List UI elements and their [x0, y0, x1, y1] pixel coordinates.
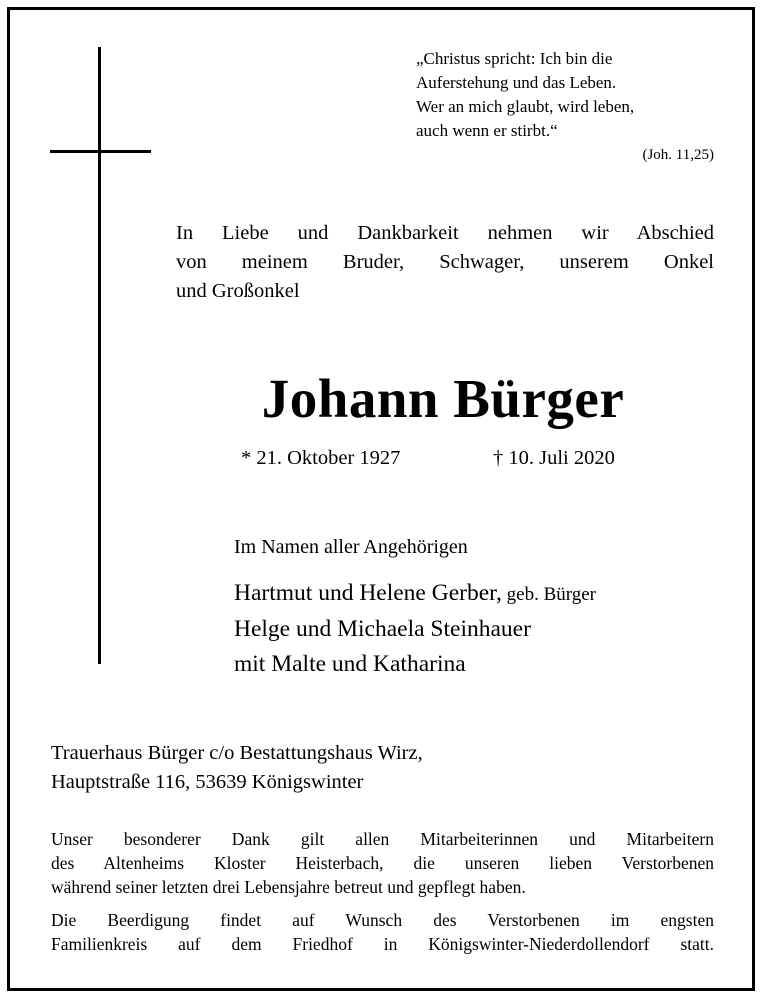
mourning-address — [51, 739, 423, 797]
quote-reference: (Joh. 11,25) — [642, 147, 714, 163]
intro-line: und Großonkel — [176, 280, 300, 302]
thanks-line: des Altenheims Kloster Heisterbach, die unseren lieben Verstorbenen — [51, 853, 714, 873]
burial-line: Die Beerdigung findet auf Wunsch des Verstorbenen im engsten — [51, 910, 714, 930]
behalf-line: Im Namen aller Angehörigen — [234, 536, 468, 558]
intro-line: von meinem Bruder, Schwager, unserem Onkel — [176, 251, 714, 273]
thanks-paragraph — [51, 827, 714, 899]
address-line: Hauptstraße 116, 53639 Königswinter — [51, 771, 364, 793]
quote-line: „Christus spricht: Ich bin die — [416, 49, 613, 68]
mourner-line — [234, 576, 734, 612]
mourner-line: mit Malte und Katharina — [234, 651, 466, 677]
intro-line: In Liebe und Dankbarkeit nehmen wir Abschied — [176, 222, 714, 244]
quote-line: Wer an mich glaubt, wird leben, — [416, 97, 635, 116]
bible-quote — [416, 47, 716, 143]
deceased-name: Johann Bürger — [261, 368, 625, 429]
cross-vertical-bar — [98, 47, 101, 664]
mourner-line: Helge und Michaela Steinhauer — [234, 616, 531, 642]
intro-text — [176, 219, 714, 306]
burial-line: Familienkreis auf dem Friedhof in Königswinter-Niederdollendorf statt. — [51, 934, 714, 954]
death-date: † 10. Juli 2020 — [493, 447, 615, 469]
mourner-names: Hartmut und Helene Gerber, — [234, 580, 502, 606]
quote-line: Auferstehung und das Leben. — [416, 73, 617, 92]
address-line: Trauerhaus Bürger c/o Bestattungshaus Wirz, — [51, 742, 423, 764]
burial-paragraph — [51, 908, 714, 956]
cross-horizontal-bar — [50, 150, 151, 153]
thanks-line: Unser besonderer Dank gilt allen Mitarbeiterinnen und Mitarbeitern — [51, 829, 714, 849]
thanks-line: während seiner letzten drei Lebensjahre betreut und gepflegt haben. — [51, 877, 526, 897]
maiden-name: geb. Bürger — [501, 584, 597, 605]
mourners-list — [234, 576, 734, 682]
birth-date: * 21. Oktober 1927 — [241, 447, 401, 469]
quote-line: auch wenn er stirbt.“ — [416, 121, 558, 140]
